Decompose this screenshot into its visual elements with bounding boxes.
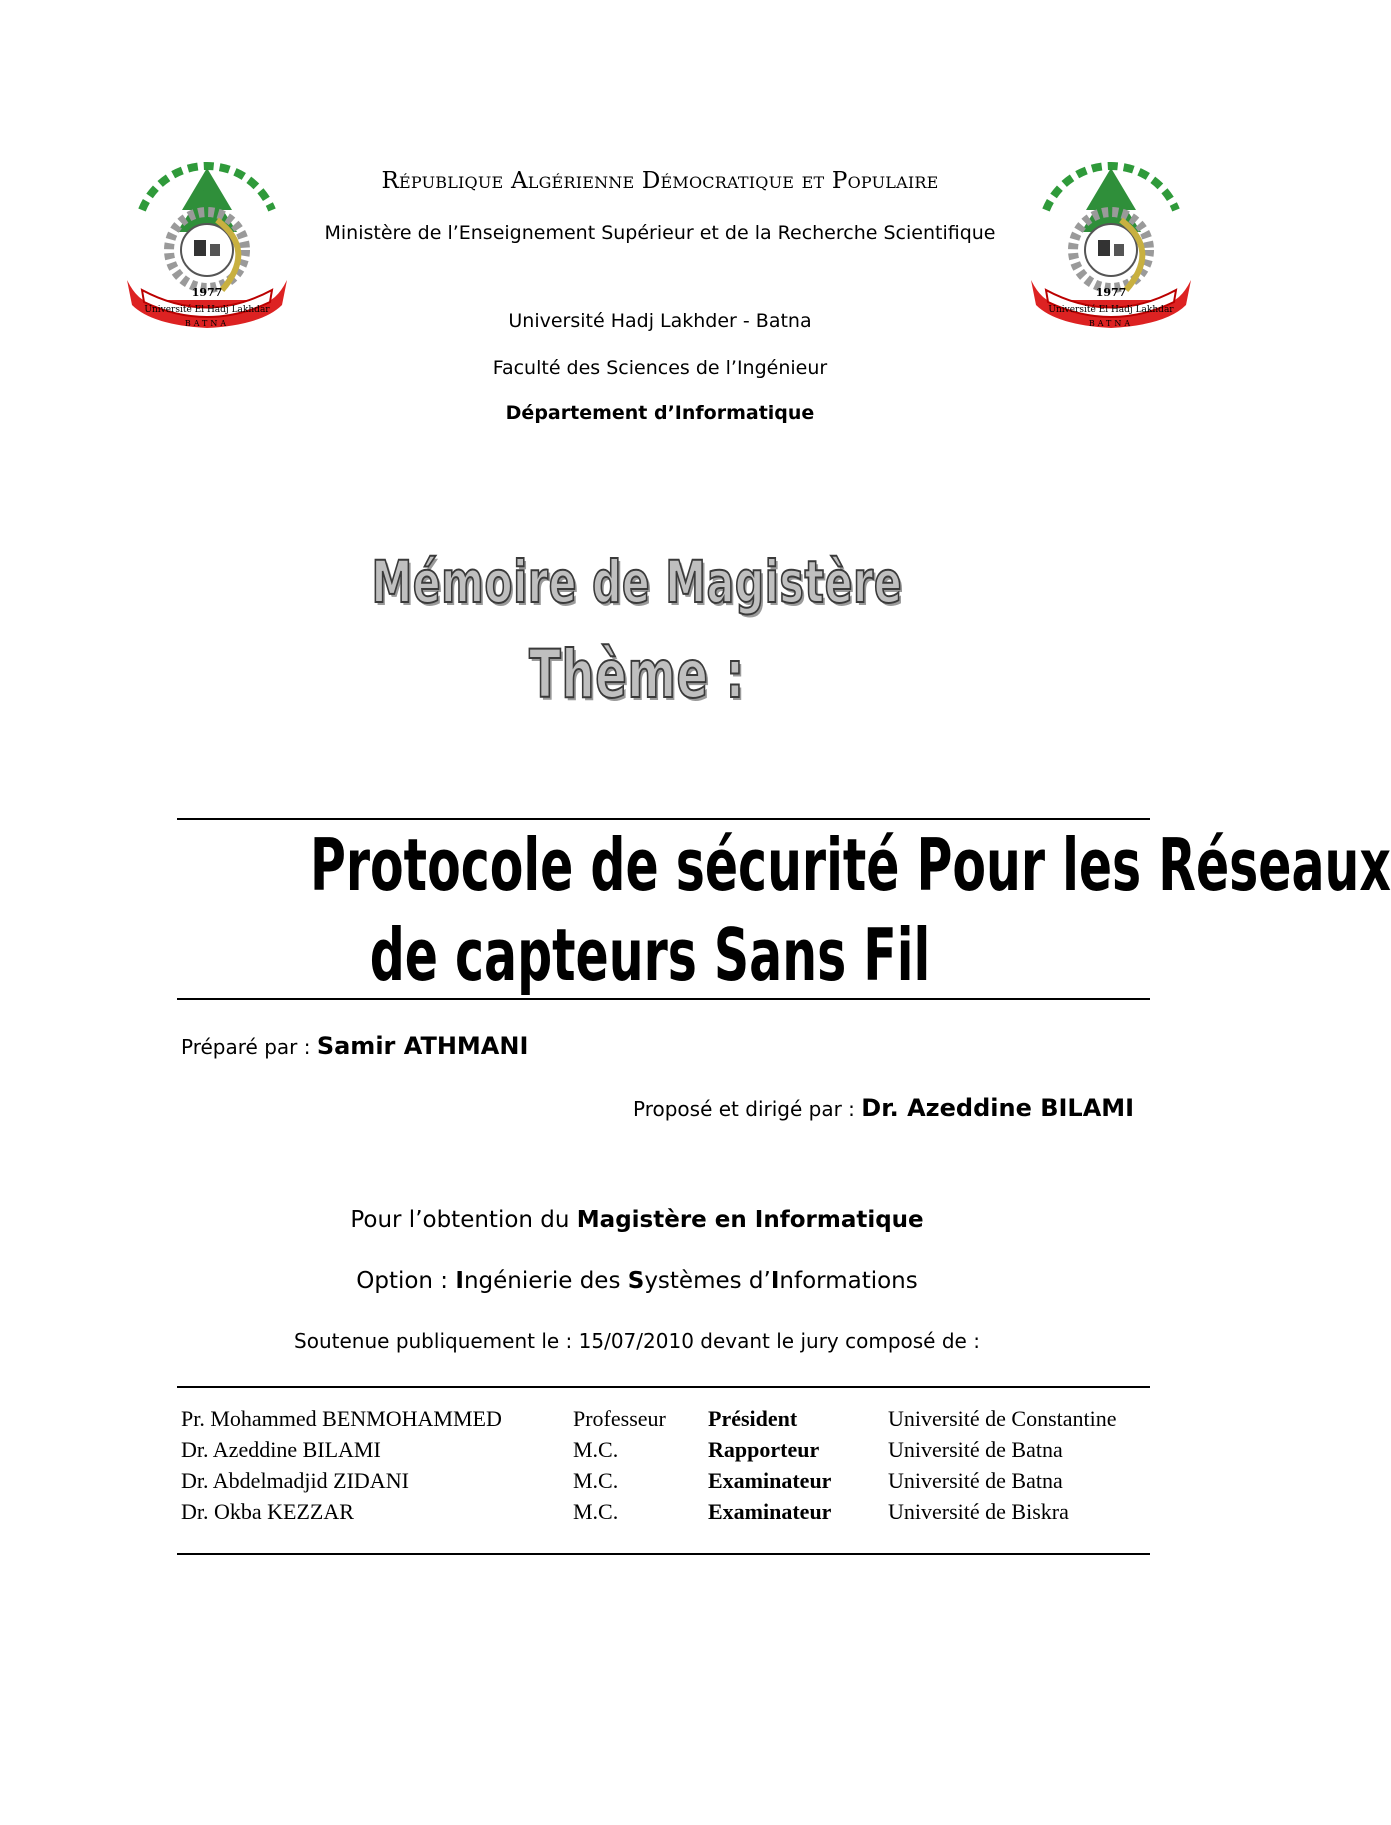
option-part: ngénierie des [463, 1268, 628, 1294]
jury-role: Président [708, 1406, 798, 1431]
option-initial-s: S [627, 1268, 645, 1294]
title-rule-bottom [177, 998, 1150, 1000]
jury-name: Dr. Okba KEZZAR [181, 1499, 354, 1524]
degree-prefix: Pour l’obtention du [350, 1207, 577, 1233]
jury-university: Université de Batna [888, 1468, 1063, 1493]
logo-city: BATNA [1088, 319, 1134, 328]
jury-grade: Professeur [573, 1406, 666, 1431]
department-line: Département d’Informatique [505, 402, 815, 424]
jury-name: Dr. Abdelmadjid ZIDANI [181, 1468, 409, 1493]
directed-by-name: Dr. Azeddine BILAMI [861, 1094, 1135, 1122]
degree-name: Magistère en Informatique [576, 1207, 924, 1233]
ministry-line: Ministère de l’Enseignement Supérieur et de la Recherche Scientifique [324, 222, 996, 244]
thesis-title-line-2: de capteurs Sans Fil [369, 913, 931, 997]
university-logo-right [1026, 140, 1196, 340]
university-logo-left [122, 140, 292, 340]
jury-role: Rapporteur [708, 1437, 820, 1462]
prepared-by [181, 1032, 528, 1060]
prepared-by-label: Préparé par : [181, 1035, 317, 1059]
theme-heading: Thème : [529, 636, 745, 713]
directed-by [633, 1094, 1134, 1122]
thesis-title [310, 820, 1391, 1000]
logo-ribbon-text: Université El Hadj Lakhdar [144, 305, 270, 315]
jury-name: Dr. Azeddine BILAMI [181, 1437, 381, 1462]
jury-rule-bottom [177, 1553, 1150, 1555]
defense-line: Soutenue publiquement le : 15/07/2010 devant le jury composé de : [294, 1329, 980, 1353]
option-part: nformations [779, 1268, 918, 1294]
jury-rule-top [177, 1386, 1150, 1388]
faculty-line: Faculté des Sciences de l’Ingénieur [492, 357, 828, 379]
jury-grade: M.C. [573, 1499, 619, 1524]
jury-university: Université de Constantine [888, 1406, 1117, 1431]
jury-role: Examinateur [708, 1468, 832, 1493]
logo-year: 1977 [191, 286, 223, 299]
university-emblem-icon [1026, 140, 1196, 340]
logo-city: BATNA [184, 319, 230, 328]
jury-university: Université de Biskra [888, 1499, 1069, 1524]
jury-grade: M.C. [573, 1468, 619, 1493]
directed-by-label: Proposé et dirigé par : [633, 1097, 862, 1121]
option-initial-i: I [770, 1268, 780, 1294]
logo-year: 1977 [1095, 286, 1127, 299]
jury-grade: M.C. [573, 1437, 619, 1462]
jury-university: Université de Batna [888, 1437, 1063, 1462]
jury-name: Pr. Mohammed BENMOHAMMED [181, 1406, 502, 1431]
option-line [0, 1268, 1274, 1294]
option-initial-i: I [455, 1268, 464, 1294]
jury-role: Examinateur [708, 1499, 832, 1524]
prepared-by-name: Samir ATHMANI [316, 1032, 529, 1060]
degree-line [0, 1207, 1274, 1233]
logo-ribbon-text: Université El Hadj Lakhdar [1048, 305, 1174, 315]
option-prefix: Option : [356, 1268, 456, 1294]
thesis-title-line-1: Protocole de sécurité Pour les Réseaux [310, 823, 1391, 907]
university-emblem-icon [122, 140, 292, 340]
republic-heading: République Algérienne Démocratique et Populaire [381, 168, 939, 194]
memoire-heading: Mémoire de Magistère [371, 548, 903, 616]
university-line: Université Hadj Lakhder - Batna [508, 310, 812, 332]
option-part: ystèmes d’ [644, 1268, 771, 1294]
